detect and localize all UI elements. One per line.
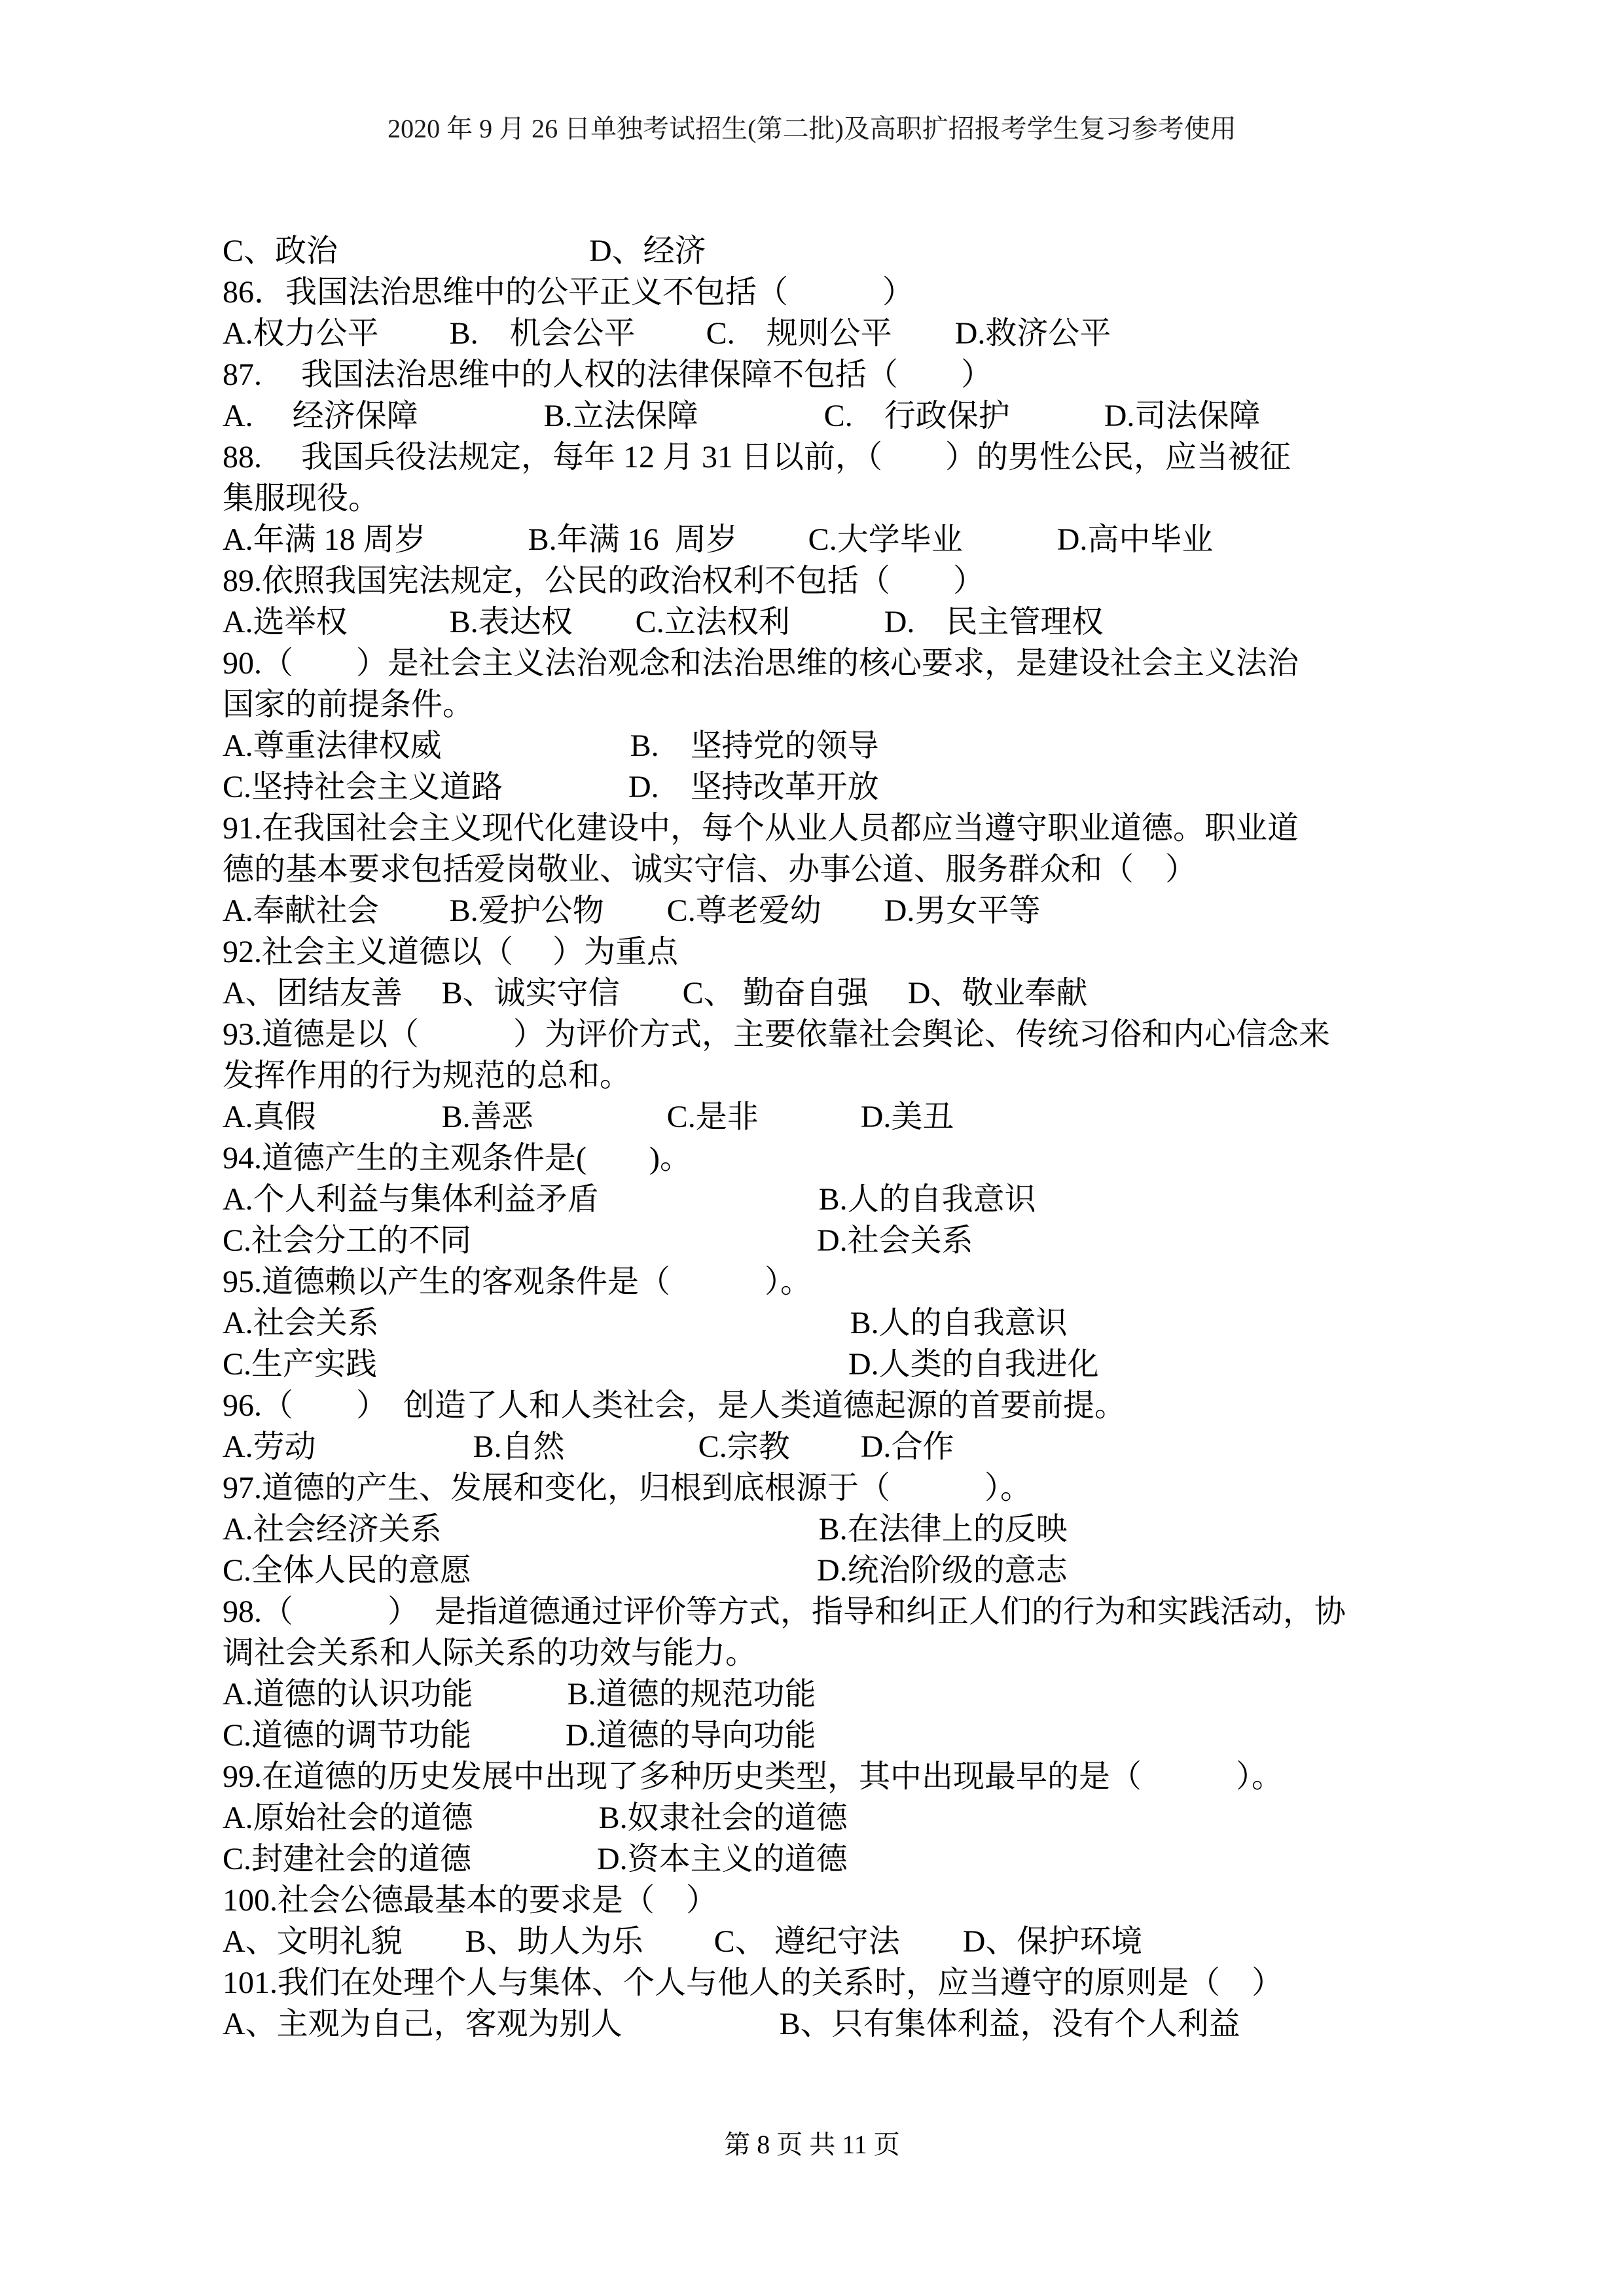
text-line: 99.在道德的历史发展中出现了多种历史类型，其中出现最早的是（ ）。 (223, 1759, 1284, 1794)
text-line: A.选举权 B.表达权 C.立法权利 D. 民主管理权 (223, 605, 1104, 639)
text-line: 95.道德赖以产生的客观条件是（ ）。 (223, 1265, 812, 1299)
text-line: 98.（ ） 是指道德通过评价等方式，指导和纠正人们的行为和实践活动，协 (223, 1594, 1346, 1629)
text-line: 101.我们在处理个人与集体、个人与他人的关系时，应当遵守的原则是（ ） (223, 1965, 1284, 2000)
text-line: C、政治 D、经济 (223, 234, 706, 268)
text-line: A、团结友善 B、诚实守信 C、 勤奋自强 D、敬业奉献 (223, 976, 1088, 1011)
text-line: 德的基本要求包括爱岗敬业、诚实守信、办事公道、服务群众和（ ） (223, 852, 1197, 887)
text-line: A.劳动 B.自然 C.宗教 D.合作 (223, 1429, 954, 1464)
text-line: 93.道德是以（ ）为评价方式，主要依靠社会舆论、传统习俗和内心信念来 (223, 1017, 1331, 1052)
text-line: C.封建社会的道德 D.资本主义的道德 (223, 1842, 848, 1876)
text-line: C.全体人民的意愿 D.统治阶级的意志 (223, 1553, 1068, 1588)
page-footer: 第 8 页 共 11 页 (724, 2130, 900, 2159)
text-line: 86．我国法治思维中的公平正义不包括（ ） (223, 275, 914, 310)
text-line: A.社会经济关系 B.在法律上的反映 (223, 1512, 1068, 1547)
text-line: C.坚持社会主义道路 D. 坚持改革开放 (223, 770, 879, 804)
text-line: A、主观为自己，客观为别人 B、只有集体利益，没有个人利益 (223, 2007, 1240, 2041)
text-line: 100.社会公德最基本的要求是（ ） (223, 1883, 718, 1918)
text-line: 97.道德的产生、发展和变化，归根到底根源于（ ）。 (223, 1471, 1032, 1505)
text-line: A. 经济保障 B.立法保障 C. 行政保护 D.司法保障 (223, 399, 1261, 433)
document-header: 2020 年 9 月 26 日单独考试招生(第二批)及高职扩招报考学生复习参考使用 (388, 114, 1236, 143)
text-line: A、文明礼貌 B、助人为乐 C、 遵纪守法 D、保护环境 (223, 1924, 1143, 1959)
text-line: 94.道德产生的主观条件是( )。 (223, 1141, 691, 1175)
text-line: C.社会分工的不同 D.社会关系 (223, 1223, 973, 1258)
text-line: A.年满 18 周岁 B.年满 16 周岁 C.大学毕业 D.高中毕业 (223, 522, 1214, 557)
text-line: 发挥作用的行为规范的总和。 (223, 1058, 632, 1093)
text-line: 96.（ ） 创造了人和人类社会，是人类道德起源的首要前提。 (223, 1388, 1127, 1423)
text-line: 92.社会主义道德以（ ）为重点 (223, 935, 679, 969)
text-line: 调社会关系和人际关系的功效与能力。 (223, 1636, 757, 1670)
text-line: 集服现役。 (223, 481, 380, 516)
text-line: A.奉献社会 B.爱护公物 C.尊老爱幼 D.男女平等 (223, 893, 1041, 928)
text-line: A.道德的认识功能 B.道德的规范功能 (223, 1677, 816, 1712)
text-line: 国家的前提条件。 (223, 687, 475, 722)
text-line: A.权力公平 B. 机会公平 C. 规则公平 D.救济公平 (223, 316, 1111, 351)
text-line: C.生产实践 D.人类的自我进化 (223, 1347, 1099, 1382)
text-line: 88. 我国兵役法规定，每年 12 月 31 日以前，（ ）的男性公民，应当被征 (223, 440, 1291, 475)
text-line: A.尊重法律权威 B. 坚持党的领导 (223, 728, 879, 763)
text-line: A.原始社会的道德 B.奴隶社会的道德 (223, 1801, 848, 1835)
question-lines (223, 230, 1453, 2045)
text-line: 91.在我国社会主义现代化建设中，每个从业人员都应当遵守职业道德。职业道 (223, 811, 1299, 846)
text-line: A.个人利益与集体利益矛盾 B.人的自我意识 (223, 1182, 1036, 1217)
text-line: A.真假 B.善恶 C.是非 D.美丑 (223, 1100, 954, 1134)
text-line: 89.依照我国宪法规定，公民的政治权利不包括（ ） (223, 564, 985, 598)
text-line: A.社会关系 B.人的自我意识 (223, 1306, 1068, 1340)
text-line: 90.（ ）是社会主义法治观念和法治思维的核心要求，是建设社会主义法治 (223, 646, 1299, 681)
text-line: C.道德的调节功能 D.道德的导向功能 (223, 1718, 816, 1753)
text-line: 87. 我国法治思维中的人权的法律保障不包括（ ） (223, 357, 993, 392)
